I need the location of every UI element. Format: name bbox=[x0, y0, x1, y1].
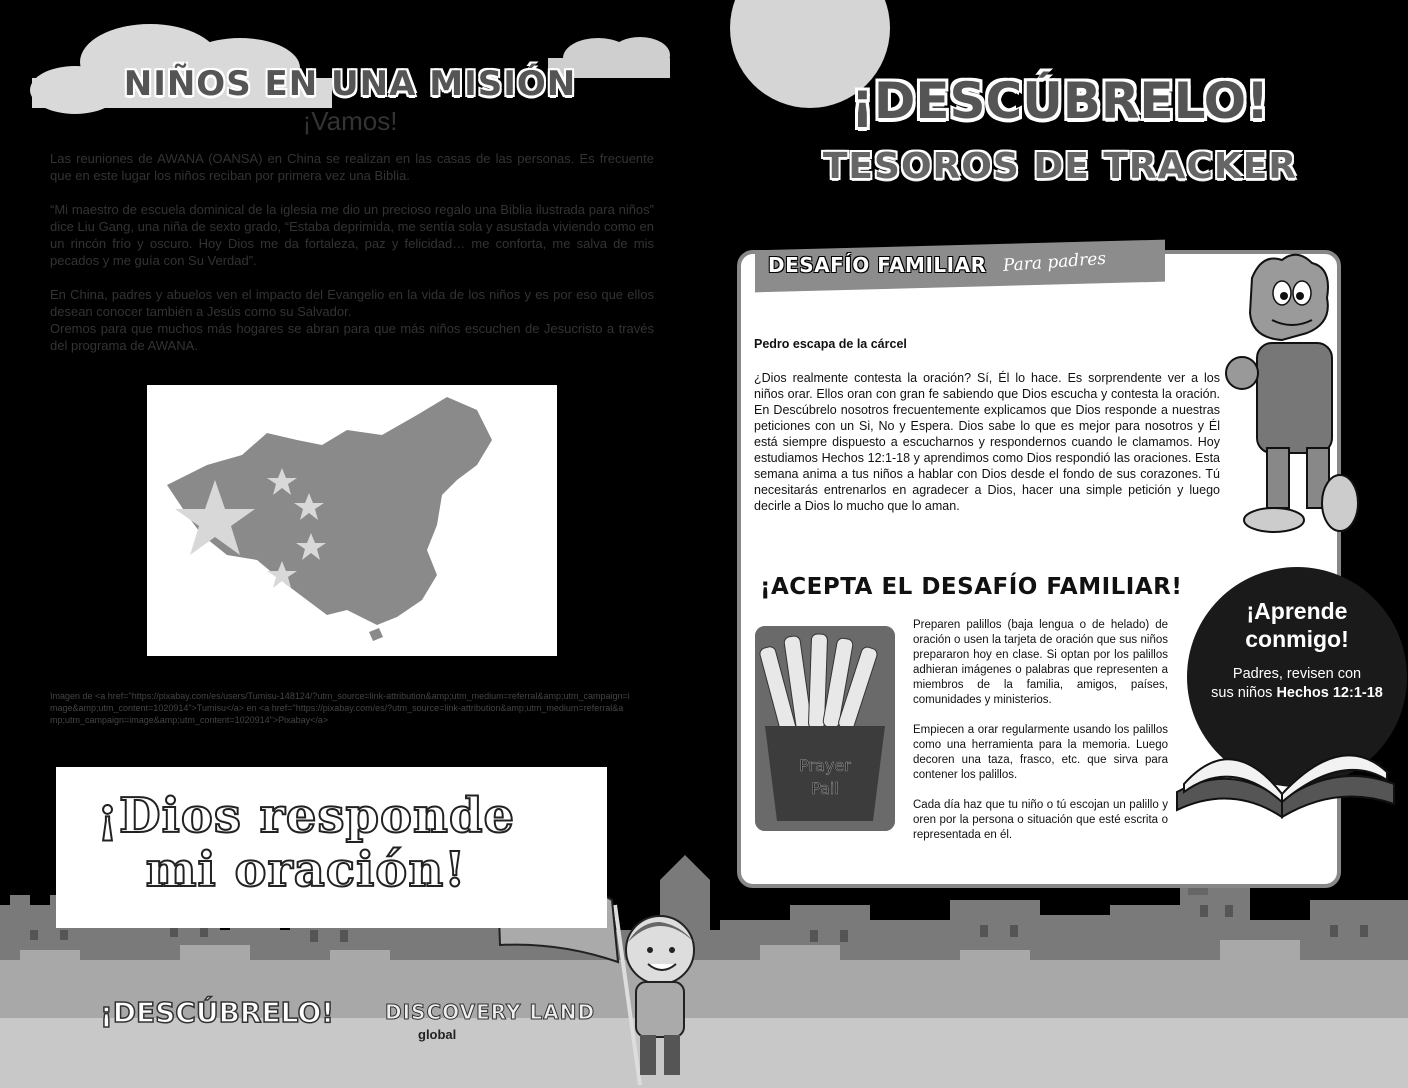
challenge-paragraph: Empiecen a orar regularmente usando los palillos como una herramienta para la memoria. Luego decoren una taza, frasco, etc. que sirva para contener los palillos. bbox=[913, 724, 1168, 781]
challenge-heading: ¡ACEPTA EL DESAFÍO FAMILIAR! bbox=[760, 574, 1183, 600]
learn-body-text: sus niños bbox=[1211, 685, 1277, 701]
learn-body bbox=[1187, 665, 1407, 703]
pail-label: Prayer bbox=[799, 756, 851, 775]
left-page-subtitle: ¡Vamos! bbox=[302, 106, 398, 136]
article-paragraph: Las reuniones de AWANA (OANSA) en China se realizan en las casas de las personas. Es frecuente que en este lugar los niños reciban por primera vez una Biblia. bbox=[50, 151, 654, 183]
article-paragraph: “Mi maestro de escuela dominical de la iglesia me dio un precioso regalo una Biblia ilustrada para niños” dice Liu Gang, una niña de sexto grado, “Estaba deprimida, me sentía sola y asustada viviendo como en un rincón frío y oscuro. Hoy Dios me da fortaleza, paz y felicidad… me conforta, me salva de mis pecados y me guía con Su Verdad”. bbox=[50, 202, 654, 268]
left-page-title: NIÑOS EN UNA MISIÓN bbox=[123, 64, 577, 104]
learn-body-line bbox=[1187, 684, 1407, 703]
banner-line: ¡Dios responde bbox=[96, 788, 516, 844]
right-page-title: ¡DESCÚBRELO! bbox=[851, 72, 1269, 130]
lesson-title: Pedro escapa de la cárcel bbox=[754, 337, 907, 351]
challenge-paragraph: Preparen palillos (baja lengua o de helado) de oración o usen la tarjeta de oración que sus niños prepararon hoy en clase. Si optan por los palillos adhieran imágenes o palabras que representen a miembros de la familia, amigos, países, comunidades y ministerios. bbox=[913, 619, 1168, 706]
image-credit: Imagen de <a href="https://pixabay.com/es/users/Tumisu-148124/?utm_source=link-attribution&amp;utm_medium=referral&amp;utm_campaign=image&amp;utm_content=1020914">Tumisu</a> en <a href="https://pixabay.com/es/?utm_source=link-attribution&amp;utm_medium=referral&amp;utm_campaign=image&amp;utm_content=1020914">Pixabay</a> bbox=[50, 691, 630, 725]
pail-label: Pail bbox=[811, 779, 839, 798]
right-page-subtitle: TESOROS DE TRACKER bbox=[822, 146, 1298, 187]
discovery-land-logo: DISCOVERY LAND bbox=[385, 1000, 596, 1024]
prayer-banner bbox=[56, 767, 607, 928]
challenge-instructions bbox=[913, 618, 1168, 858]
open-bible-icon bbox=[1172, 722, 1402, 822]
challenge-paragraph: Cada día haz que tu niño o tú escojan un palillo y oren por la persona o situación que esté escrita o representada en él. bbox=[913, 799, 1168, 841]
discovery-land-logo-sub: global bbox=[418, 1027, 457, 1042]
banner-line: mi oración! bbox=[145, 842, 467, 898]
article-paragraph: En China, padres y abuelos ven el impacto del Evangelio en la vida de los niños y es por eso que ellos desean conocer también a Jesús como su Salvador. bbox=[50, 287, 654, 319]
learn-body-line: Padres, revisen con bbox=[1232, 666, 1362, 682]
learn-title bbox=[1187, 597, 1407, 653]
china-flag-map-image bbox=[147, 385, 557, 656]
bible-reference: Hechos 12:1-18 bbox=[1276, 685, 1383, 701]
article-paragraph: Oremos para que muchos más hogares se abran para que más niños escuchen de Jesucristo a través del programa de AWANA. bbox=[50, 321, 654, 353]
banner-text bbox=[56, 789, 556, 897]
descubrelo-logo: ¡DESCÚBRELO! bbox=[100, 996, 335, 1029]
learn-title-line: ¡Aprende bbox=[1246, 598, 1348, 624]
mission-article bbox=[50, 150, 654, 371]
prayer-pail-photo bbox=[755, 626, 895, 831]
panel-tab-sublabel: Para padres bbox=[1002, 248, 1107, 276]
learn-title-line: conmigo! bbox=[1245, 626, 1349, 652]
panel-tab-label: DESAFÍO FAMILIAR bbox=[768, 253, 987, 277]
lesson-body: ¿Dios realmente contesta la oración? Sí, Él lo hace. Es sorprendente ver a los niños orar. Ellos oran con gran fe sabiendo que Dios escucha y contesta la oración. En Descúbrelo nosotros frecuentemente explicamos que Dios responde a nuestras peticiones con un Si, No y Espera. Dios sabe lo que es mejor para nosotros y Él está siempre dispuesto a escucharnos y respondernos cuando le clamamos. Hoy estudiamos Hechos 12:1-18 y aprendimos como Dios respondió las oraciones. Esta semana anima a tus niños a hablar con Dios desde el fondo de sus corazones. Tú necesitarás entrenarlos en agradecer a Dios, hacer una simple petición y luego decirle a Dios lo mucho que lo aman. bbox=[754, 371, 1220, 513]
camel-mascot-illustration bbox=[1222, 248, 1377, 548]
